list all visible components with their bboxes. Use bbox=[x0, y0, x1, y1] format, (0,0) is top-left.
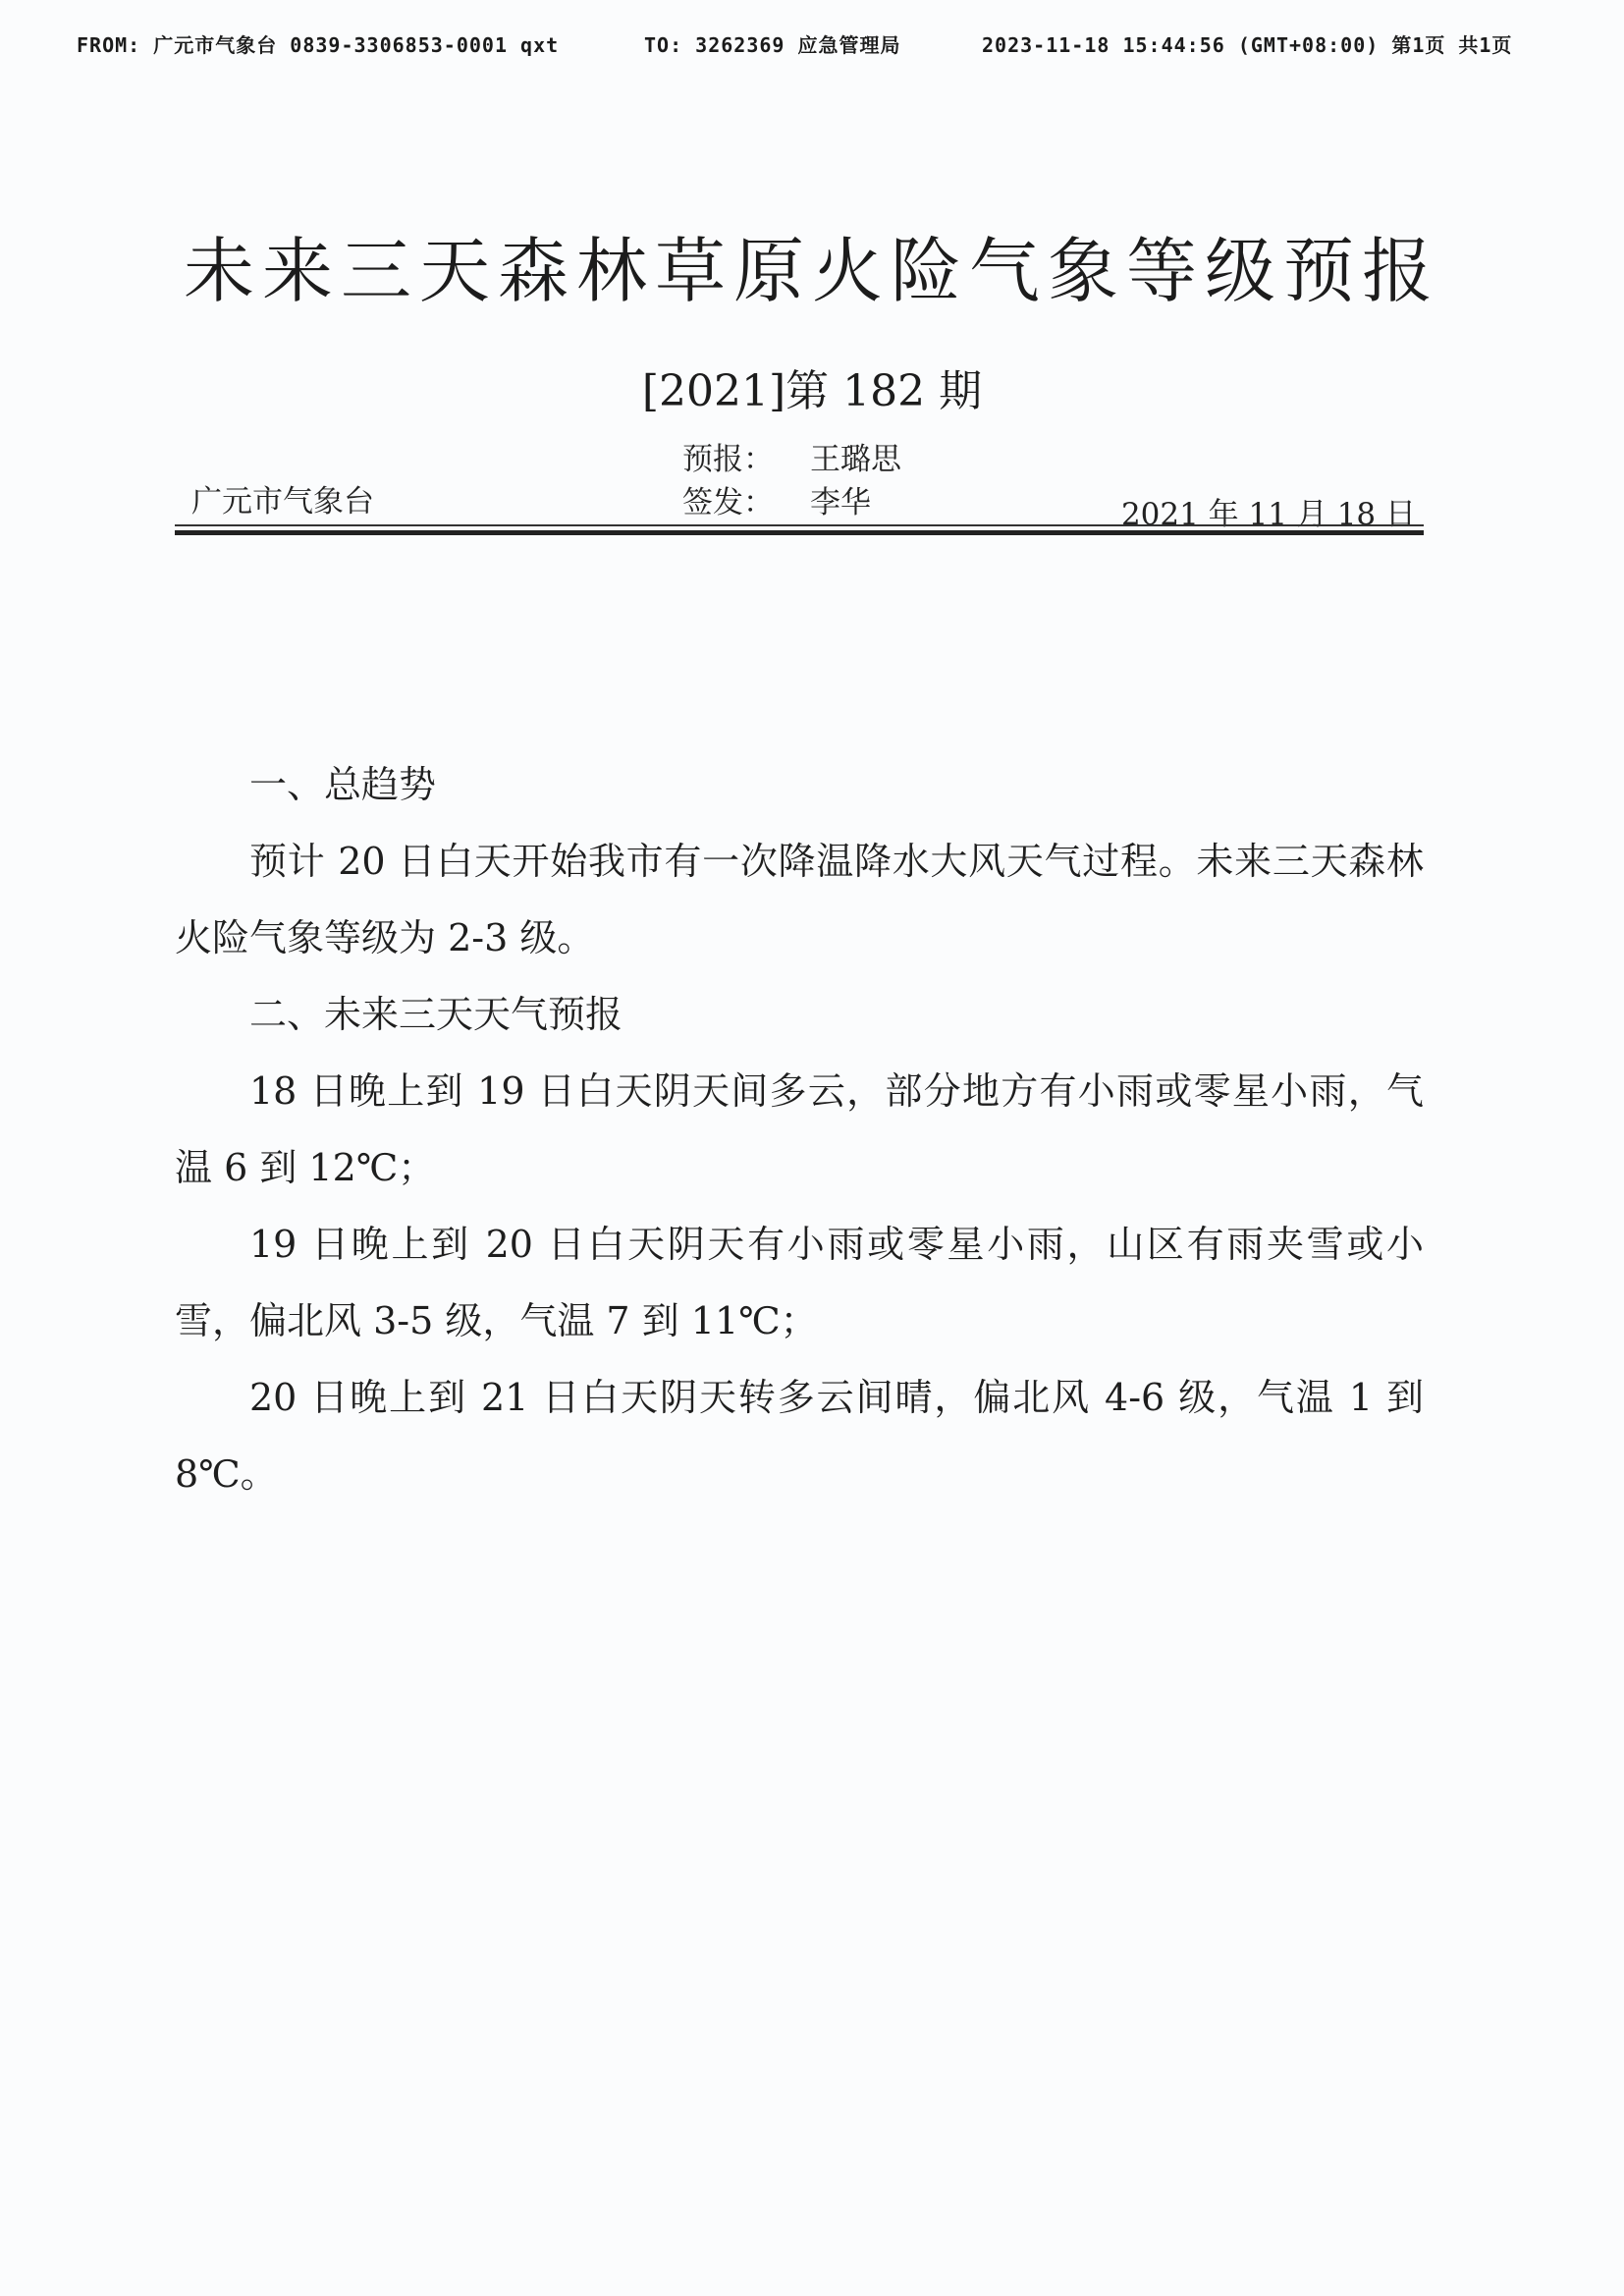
issuer-name: 李华 bbox=[810, 485, 871, 520]
header-divider-thick bbox=[175, 530, 1424, 535]
staff-block bbox=[682, 438, 901, 524]
document-body bbox=[175, 746, 1424, 1512]
section-heading-forecast: 二、未来三天天气预报 bbox=[249, 993, 623, 1036]
issue-number: [2021]第 182 期 bbox=[641, 366, 983, 416]
issuing-organization: 广元市气象台 bbox=[191, 484, 374, 519]
document-title: 未来三天森林草原火险气象等级预报 bbox=[183, 230, 1440, 312]
forecast-paragraph-day3: 20 日晚上到 21 日白天阴天转多云间晴，偏北风 4-6 级，气温 1 到 8℃。 bbox=[175, 1376, 1424, 1496]
fax-timestamp: 2023-11-18 15:44:56 (GMT+08:00) 第1页 共1页 bbox=[982, 33, 1513, 57]
issue-date: 2021 年 11 月 18 日 bbox=[1120, 497, 1416, 532]
forecaster-row bbox=[682, 438, 901, 481]
fax-sender: FROM: 广元市气象台 0839-3306853-0001 qxt bbox=[77, 33, 560, 57]
forecaster-name: 王璐思 bbox=[810, 442, 901, 477]
issuer-label: 签发： bbox=[682, 485, 774, 520]
forecast-paragraph-day2: 19 日晚上到 20 日白天阴天有小雨或零星小雨，山区有雨夹雪或小雪，偏北风 3-5 级，气温 7 到 11℃； bbox=[175, 1223, 1424, 1342]
trend-paragraph: 预计 20 日白天开始我市有一次降温降水大风天气过程。未来三天森林火险气象等级为 2-3 级。 bbox=[175, 840, 1424, 959]
forecaster-label: 预报： bbox=[682, 442, 774, 477]
fax-header bbox=[77, 29, 1585, 69]
issuer-row bbox=[682, 481, 901, 524]
forecast-paragraph-day1: 18 日晚上到 19 日白天阴天间多云，部分地方有小雨或零星小雨，气温 6 到 12℃； bbox=[175, 1069, 1424, 1189]
section-heading-trend: 一、总趋势 bbox=[249, 763, 437, 806]
header-divider-thin bbox=[175, 524, 1424, 526]
fax-recipient: TO: 3262369 应急管理局 bbox=[644, 33, 901, 57]
